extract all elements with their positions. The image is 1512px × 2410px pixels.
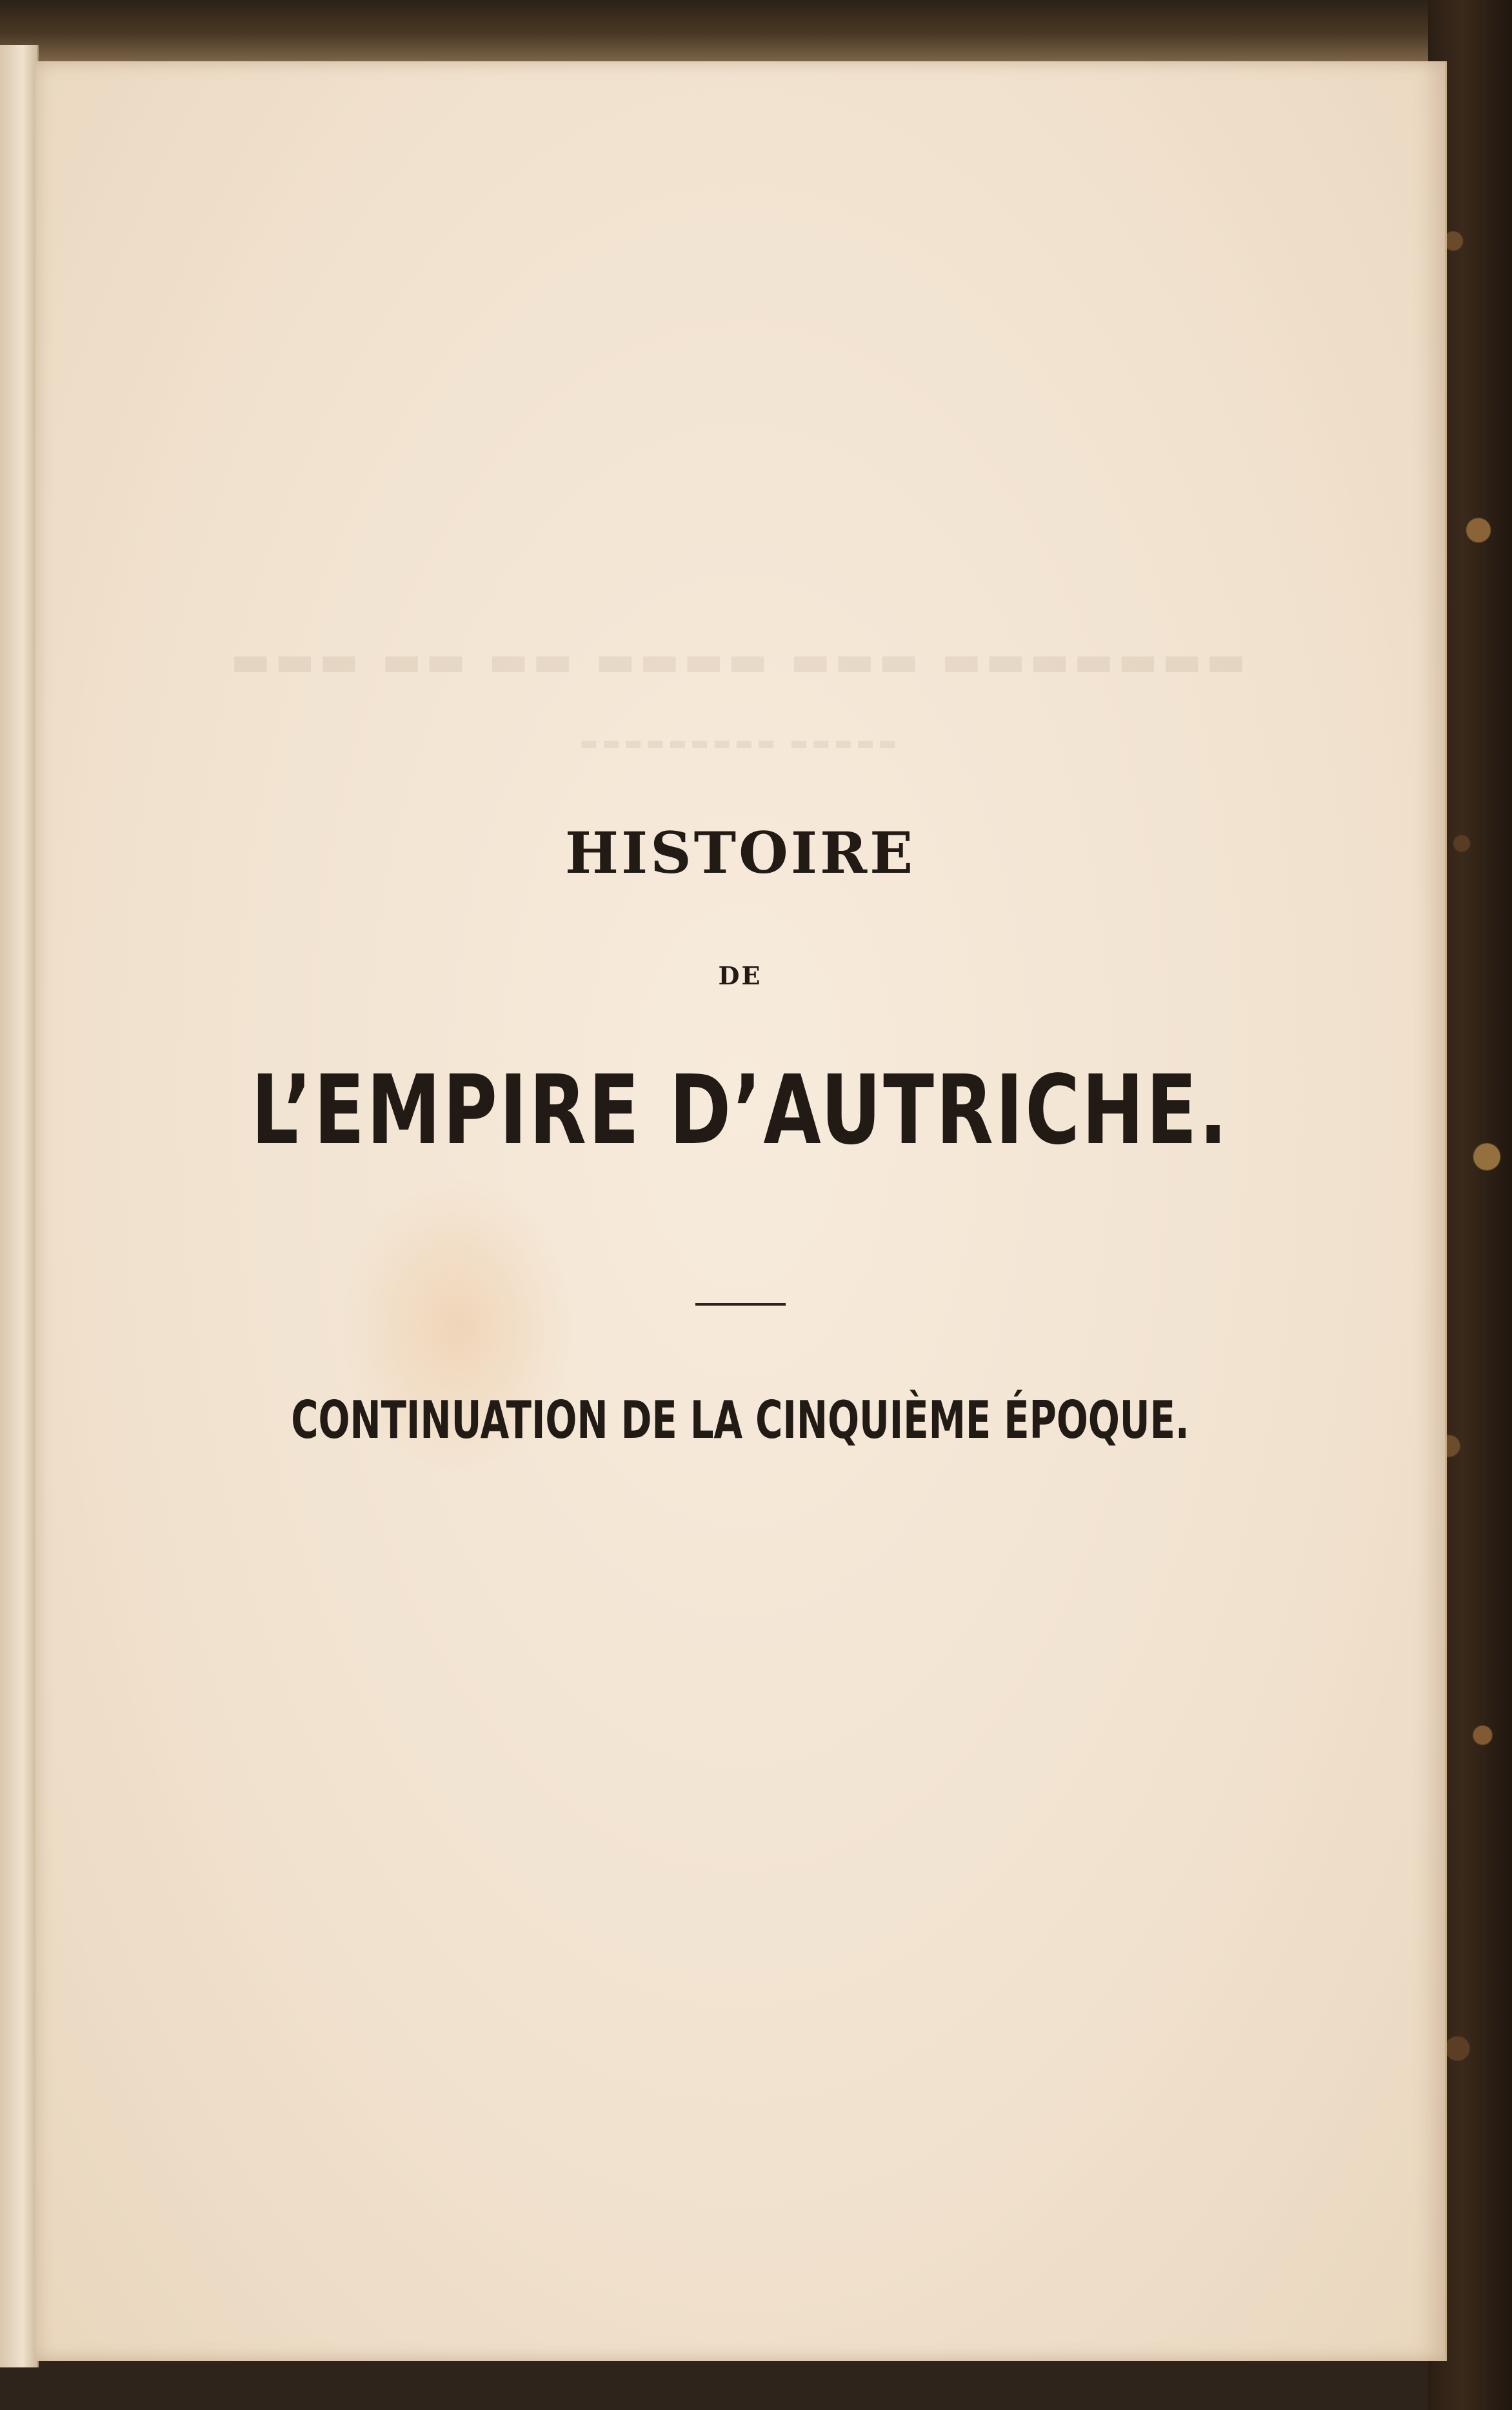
book-board-top bbox=[0, 0, 1512, 61]
divider-rule bbox=[695, 1303, 786, 1306]
title-page bbox=[35, 61, 1447, 2361]
book-subtitle: CONTINUATION DE LA CINQUIÈME ÉPOQUE. bbox=[291, 1390, 1189, 1450]
heading-histoire: HISTOIRE bbox=[564, 819, 916, 886]
show-through-text: ▬▬▬ ▬▬ ▬▬ ▬▬▬▬ ▬▬▬ ▬▬▬▬▬▬▬ bbox=[230, 635, 1250, 686]
book-title: L’EMPIRE D’AUTRICHE. bbox=[251, 1055, 1229, 1166]
previous-leaf-edge bbox=[0, 45, 39, 2367]
heading-de: DE bbox=[718, 961, 762, 990]
show-through-text: ▬▬▬▬▬▬▬▬▬ ▬▬▬▬▬ bbox=[579, 732, 901, 755]
